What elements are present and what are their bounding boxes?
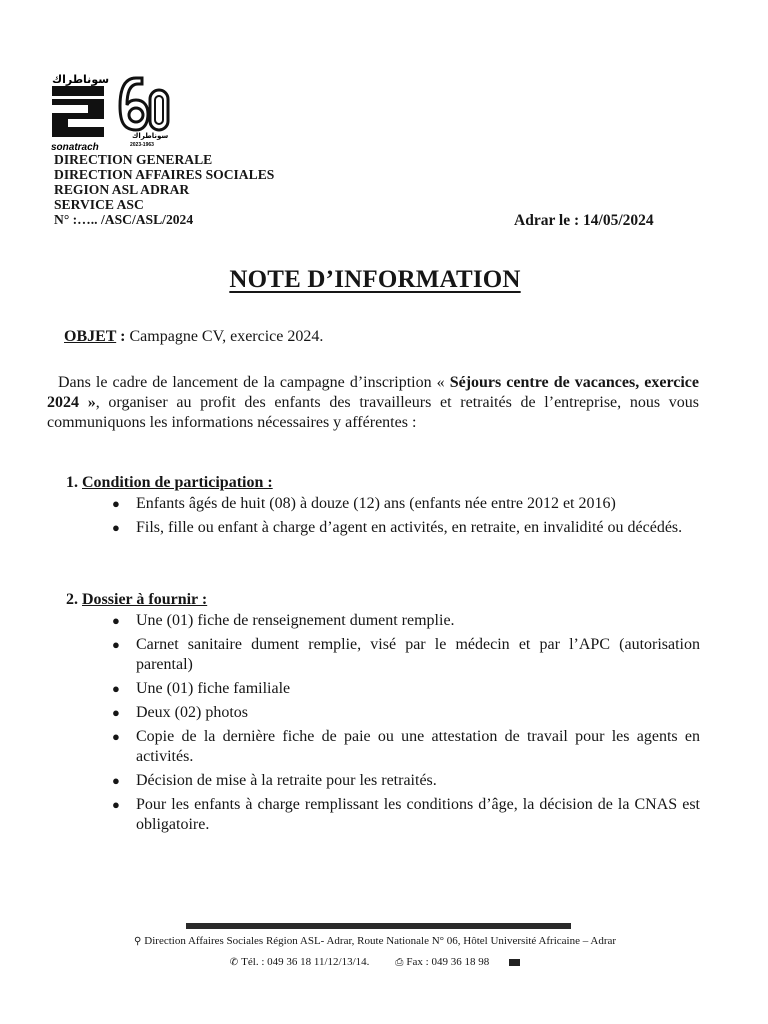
object-text: Campagne CV, exercice 2024. (129, 328, 324, 345)
footer-address (0, 935, 750, 947)
bullet-icon: ● (112, 496, 120, 511)
section-2-list (112, 611, 700, 839)
list-item (112, 795, 700, 835)
footer-address-text: Direction Affaires Sociales Région ASL- Adrar, Route Nationale N° 06, Hôtel Université Africaine – Adrar (144, 935, 617, 947)
bullet-icon: ● (112, 705, 120, 720)
list-item (112, 494, 700, 514)
list-item (112, 771, 700, 791)
logo-wordmark: sonatrach (51, 142, 99, 153)
letterhead (54, 152, 274, 227)
reference-suffix: /ASC/ASL/2024 (100, 212, 194, 227)
phone-icon: ✆ (229, 957, 239, 968)
list-item-text: Décision de mise à la retraite pour les retraités. (136, 772, 437, 789)
section-1-list (112, 494, 700, 542)
list-item-text: Copie de la dernière fiche de paie ou une attestation de travail pour les agents en activités. (136, 728, 700, 765)
page-title: NOTE D’INFORMATION (229, 266, 521, 293)
logo-arabic-name: سوناطراك (52, 73, 110, 86)
header-line-service: SERVICE ASC (54, 197, 144, 212)
list-item (112, 727, 700, 767)
section-1-heading (66, 473, 273, 493)
list-item-text: Deux (02) photos (136, 704, 248, 721)
anniversary-60-emblem (120, 78, 168, 130)
section-2-heading (66, 590, 207, 610)
list-item (112, 703, 700, 723)
header-line-affaires-sociales: DIRECTION AFFAIRES SOCIALES (54, 167, 275, 182)
logo-years: 2023-1963 (130, 142, 154, 148)
list-item-text: Carnet sanitaire dument remplie, visé par le médecin et par l’APC (autorisation parental) (136, 636, 700, 673)
footer-contact (0, 956, 750, 968)
footer-divider (186, 923, 571, 929)
list-item (112, 635, 700, 675)
intro-part2: , organiser au profit des enfants des travailleurs et retraités de l’entreprise, nous vous communiquons les informations nécessaires y afférentes : (47, 394, 699, 431)
section-2-title: Dossier à fournir : (82, 591, 208, 608)
intro-paragraph (47, 373, 699, 433)
bullet-icon: ● (112, 613, 120, 628)
footer-fax: Fax : 049 36 18 98 (406, 956, 490, 968)
list-item (112, 611, 700, 631)
location-pin-icon: ⚲ (133, 936, 142, 947)
section-2-number: 2. (66, 591, 78, 608)
list-item (112, 679, 700, 699)
list-item (112, 518, 700, 538)
bullet-icon: ● (112, 773, 120, 788)
logo-small-arabic: سوناطراك (132, 132, 169, 140)
list-item-text: Enfants âgés de huit (08) à douze (12) ans (enfants née entre 2012 et 2016) (136, 495, 616, 512)
list-item-text: Pour les enfants à charge remplissant les conditions d’âge, la décision de la CNAS est obligatoire. (136, 796, 700, 833)
fax-icon: ⎙ (395, 957, 404, 968)
bullet-icon: ● (112, 681, 120, 696)
reference-prefix: N° :….. (54, 212, 98, 227)
header-line-region: REGION ASL ADRAR (54, 182, 190, 197)
list-item-text: Une (01) fiche familiale (136, 680, 291, 697)
bullet-icon: ● (112, 520, 120, 535)
intro-part1: Dans le cadre de lancement de la campagne d’inscription « (58, 374, 450, 391)
object-line (64, 327, 323, 347)
list-item-text: Fils, fille ou enfant à charge d’agent en activités, en retraite, en invalidité ou décédés. (136, 519, 683, 536)
bullet-icon: ● (112, 797, 120, 812)
sonatrach-logo (50, 72, 176, 156)
document-date: Adrar le : 14/05/2024 (514, 212, 654, 229)
reference-number (54, 212, 274, 227)
footer-phone: Tél. : 049 36 18 11/12/13/14. (241, 956, 370, 968)
header-line-direction-generale: DIRECTION GENERALE (54, 152, 213, 167)
mail-icon (509, 959, 520, 966)
object-label: OBJET (64, 328, 117, 345)
bullet-icon: ● (112, 729, 120, 744)
bullet-icon: ● (112, 637, 120, 652)
intro-bold: Séjours centre de vacances, exercice 2024 » (47, 374, 700, 411)
section-1-title: Condition de participation : (82, 474, 273, 491)
object-separator: : (116, 328, 130, 345)
section-1-number: 1. (66, 474, 78, 491)
list-item-text: Une (01) fiche de renseignement dument remplie. (136, 612, 455, 629)
